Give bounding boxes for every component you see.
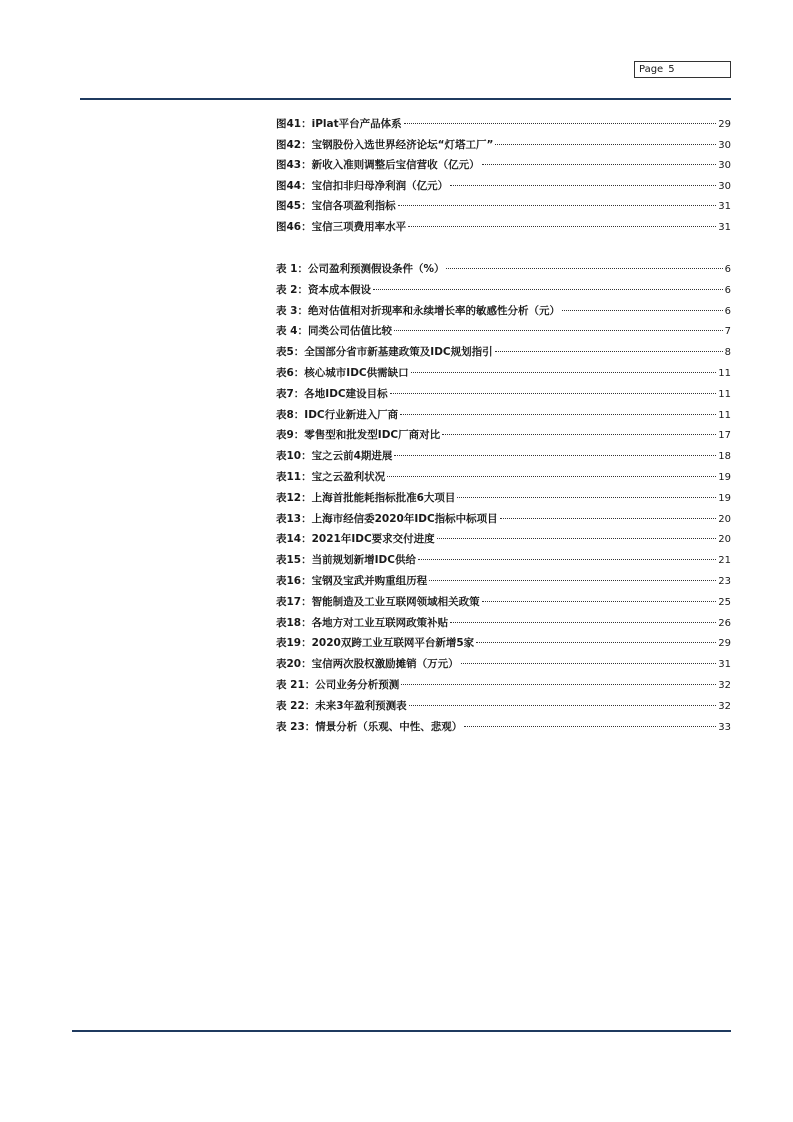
figure-entry-label: 图43：新收入准则调整后宝信营收（亿元） (276, 159, 480, 172)
table-entry-label: 表10：宝之云前4期进展 (276, 450, 393, 463)
table-entry-page-number: 32 (718, 679, 731, 691)
table-entry-page-number: 26 (718, 617, 731, 629)
table-entry-label: 表17：智能制造及工业互联网领域相关政策 (276, 595, 480, 608)
header-rule (80, 98, 731, 100)
figure-entry[interactable] (276, 157, 731, 178)
table-entry-page-number: 11 (718, 409, 731, 421)
table-entry-page-number: 19 (718, 471, 731, 483)
dot-leader (446, 268, 722, 269)
dot-leader (394, 330, 723, 331)
figure-entry[interactable] (276, 219, 731, 240)
table-entry-label: 表8：IDC行业新进入厂商 (276, 408, 399, 421)
table-entry-label: 表15：当前规划新增IDC供给 (276, 554, 416, 567)
page-number-box (634, 61, 731, 78)
dot-leader (429, 580, 716, 581)
dot-leader (387, 476, 716, 477)
dot-leader (408, 226, 716, 227)
table-entry[interactable] (276, 677, 731, 698)
figure-entry[interactable] (276, 198, 731, 219)
dot-leader (464, 726, 716, 727)
dot-leader (457, 497, 716, 498)
table-entry-label: 表18：各地方对工业互联网政策补贴 (276, 616, 449, 629)
table-entry[interactable] (276, 698, 731, 719)
table-entry-page-number: 20 (718, 534, 731, 546)
table-entry[interactable] (276, 656, 731, 677)
dot-leader (400, 414, 716, 415)
figure-entry-label: 图46：宝信三项费用率水平 (276, 220, 407, 233)
table-entry-page-number: 17 (718, 430, 731, 442)
table-entry-label: 表 22：未来3年盈利预测表 (276, 699, 407, 712)
table-entry[interactable] (276, 719, 731, 740)
table-entry[interactable] (276, 469, 731, 490)
table-entry-label: 表7：各地IDC建设目标 (276, 387, 388, 400)
dot-leader (442, 434, 716, 435)
table-entry[interactable] (276, 635, 731, 656)
table-entry-page-number: 33 (718, 721, 731, 733)
dot-leader (495, 144, 716, 145)
table-entry[interactable] (276, 615, 731, 636)
figure-entry[interactable] (276, 178, 731, 199)
figure-entry-page-number: 31 (718, 201, 731, 213)
figure-entry-label: 图41：iPlat平台产品体系 (276, 118, 402, 130)
table-entry[interactable] (276, 448, 731, 469)
table-entry-label: 表 23：情景分析（乐观、中性、悲观） (276, 720, 463, 733)
figure-entry[interactable] (276, 137, 731, 158)
table-entry-label: 表19：2020双跨工业互联网平台新增5家 (276, 637, 475, 650)
dot-leader (450, 185, 716, 186)
dot-leader (482, 601, 717, 602)
figure-entry-page-number: 30 (718, 180, 731, 192)
table-entry-page-number: 6 (724, 305, 731, 317)
dot-leader (409, 705, 717, 706)
table-entry-label: 表6：核心城市IDC供需缺口 (276, 366, 409, 379)
table-entry[interactable] (276, 407, 731, 428)
table-entry-label: 表16：宝钢及宝武并购重组历程 (276, 574, 428, 587)
table-entry-page-number: 19 (718, 492, 731, 504)
dot-leader (418, 559, 716, 560)
table-entry-label: 表13：上海市经信委2020年IDC指标中标项目 (276, 512, 498, 525)
table-entry-page-number: 29 (718, 638, 731, 650)
dot-leader (476, 642, 716, 643)
table-entry-page-number: 31 (718, 659, 731, 671)
table-entry-page-number: 21 (718, 555, 731, 567)
figure-entry[interactable] (276, 116, 731, 137)
table-entry[interactable] (276, 427, 731, 448)
table-entry[interactable] (276, 490, 731, 511)
table-entry[interactable] (276, 303, 731, 324)
table-entry-label: 表 21：公司业务分析预测 (276, 678, 400, 691)
page-label: Page (639, 64, 664, 75)
dot-leader (562, 310, 723, 311)
table-entry-label: 表9：零售型和批发型IDC厂商对比 (276, 429, 441, 442)
dot-leader (373, 289, 723, 290)
figure-entry-label: 图45：宝信各项盈利指标 (276, 200, 396, 213)
dot-leader (482, 164, 717, 165)
table-entry-label: 表 4：同类公司估值比较 (276, 325, 392, 338)
dot-leader (461, 663, 717, 664)
dot-leader (398, 205, 717, 206)
table-entry-page-number: 7 (724, 326, 731, 338)
table-entry-label: 表14：2021年IDC要求交付进度 (276, 533, 435, 546)
figure-entry-label: 图42：宝钢股份入选世界经济论坛“灯塔工厂” (276, 138, 494, 151)
page-number: 5 (668, 64, 675, 75)
table-entry-page-number: 20 (718, 513, 731, 525)
table-entry-label: 表20：宝信两次股权激励摊销（万元） (276, 658, 459, 671)
table-entry-page-number: 6 (724, 264, 731, 275)
table-entry-page-number: 11 (718, 367, 731, 379)
table-entry-page-number: 11 (718, 388, 731, 400)
table-entry-page-number: 23 (718, 575, 731, 587)
dot-leader (411, 372, 717, 373)
table-entry-label: 表 1：公司盈利预测假设条件（%） (276, 263, 445, 275)
table-entry-page-number: 6 (724, 284, 731, 296)
table-entry[interactable] (276, 386, 731, 407)
table-entry[interactable] (276, 511, 731, 532)
table-entry-label: 表 3：绝对估值相对折现率和永续增长率的敏感性分析（元） (276, 304, 560, 317)
table-entry-page-number: 25 (718, 596, 731, 608)
table-entry-label: 表 2：资本成本假设 (276, 283, 371, 296)
table-entry[interactable] (276, 552, 731, 573)
table-entry-label: 表11：宝之云盈利状况 (276, 470, 386, 483)
table-entry[interactable] (276, 594, 731, 615)
figure-entry-page-number: 30 (718, 160, 731, 172)
footer-rule (72, 1030, 731, 1032)
table-entry[interactable] (276, 365, 731, 386)
table-entry[interactable] (276, 282, 731, 303)
table-list (276, 261, 731, 739)
table-entry[interactable] (276, 344, 731, 365)
figure-list (276, 116, 731, 240)
figure-entry-page-number: 31 (718, 221, 731, 233)
table-entry[interactable] (276, 323, 731, 344)
table-entry-label: 表5：全国部分省市新基建政策及IDC规划指引 (276, 346, 493, 359)
dot-leader (500, 518, 717, 519)
table-entry-page-number: 8 (724, 347, 731, 359)
table-entry-page-number: 18 (718, 451, 731, 463)
figure-entry-page-number: 30 (718, 139, 731, 151)
dot-leader (394, 455, 716, 456)
dot-leader (390, 393, 717, 394)
figure-entry-page-number: 29 (718, 119, 731, 130)
dot-leader (401, 684, 716, 685)
table-entry[interactable] (276, 261, 731, 282)
table-entry[interactable] (276, 531, 731, 552)
dot-leader (495, 351, 723, 352)
table-entry-page-number: 32 (718, 700, 731, 712)
dot-leader (450, 622, 716, 623)
table-entry-label: 表12：上海首批能耗指标批准6大项目 (276, 491, 456, 504)
table-entry[interactable] (276, 573, 731, 594)
dot-leader (404, 123, 717, 124)
dot-leader (437, 538, 717, 539)
figure-entry-label: 图44：宝信扣非归母净利润（亿元） (276, 179, 449, 192)
